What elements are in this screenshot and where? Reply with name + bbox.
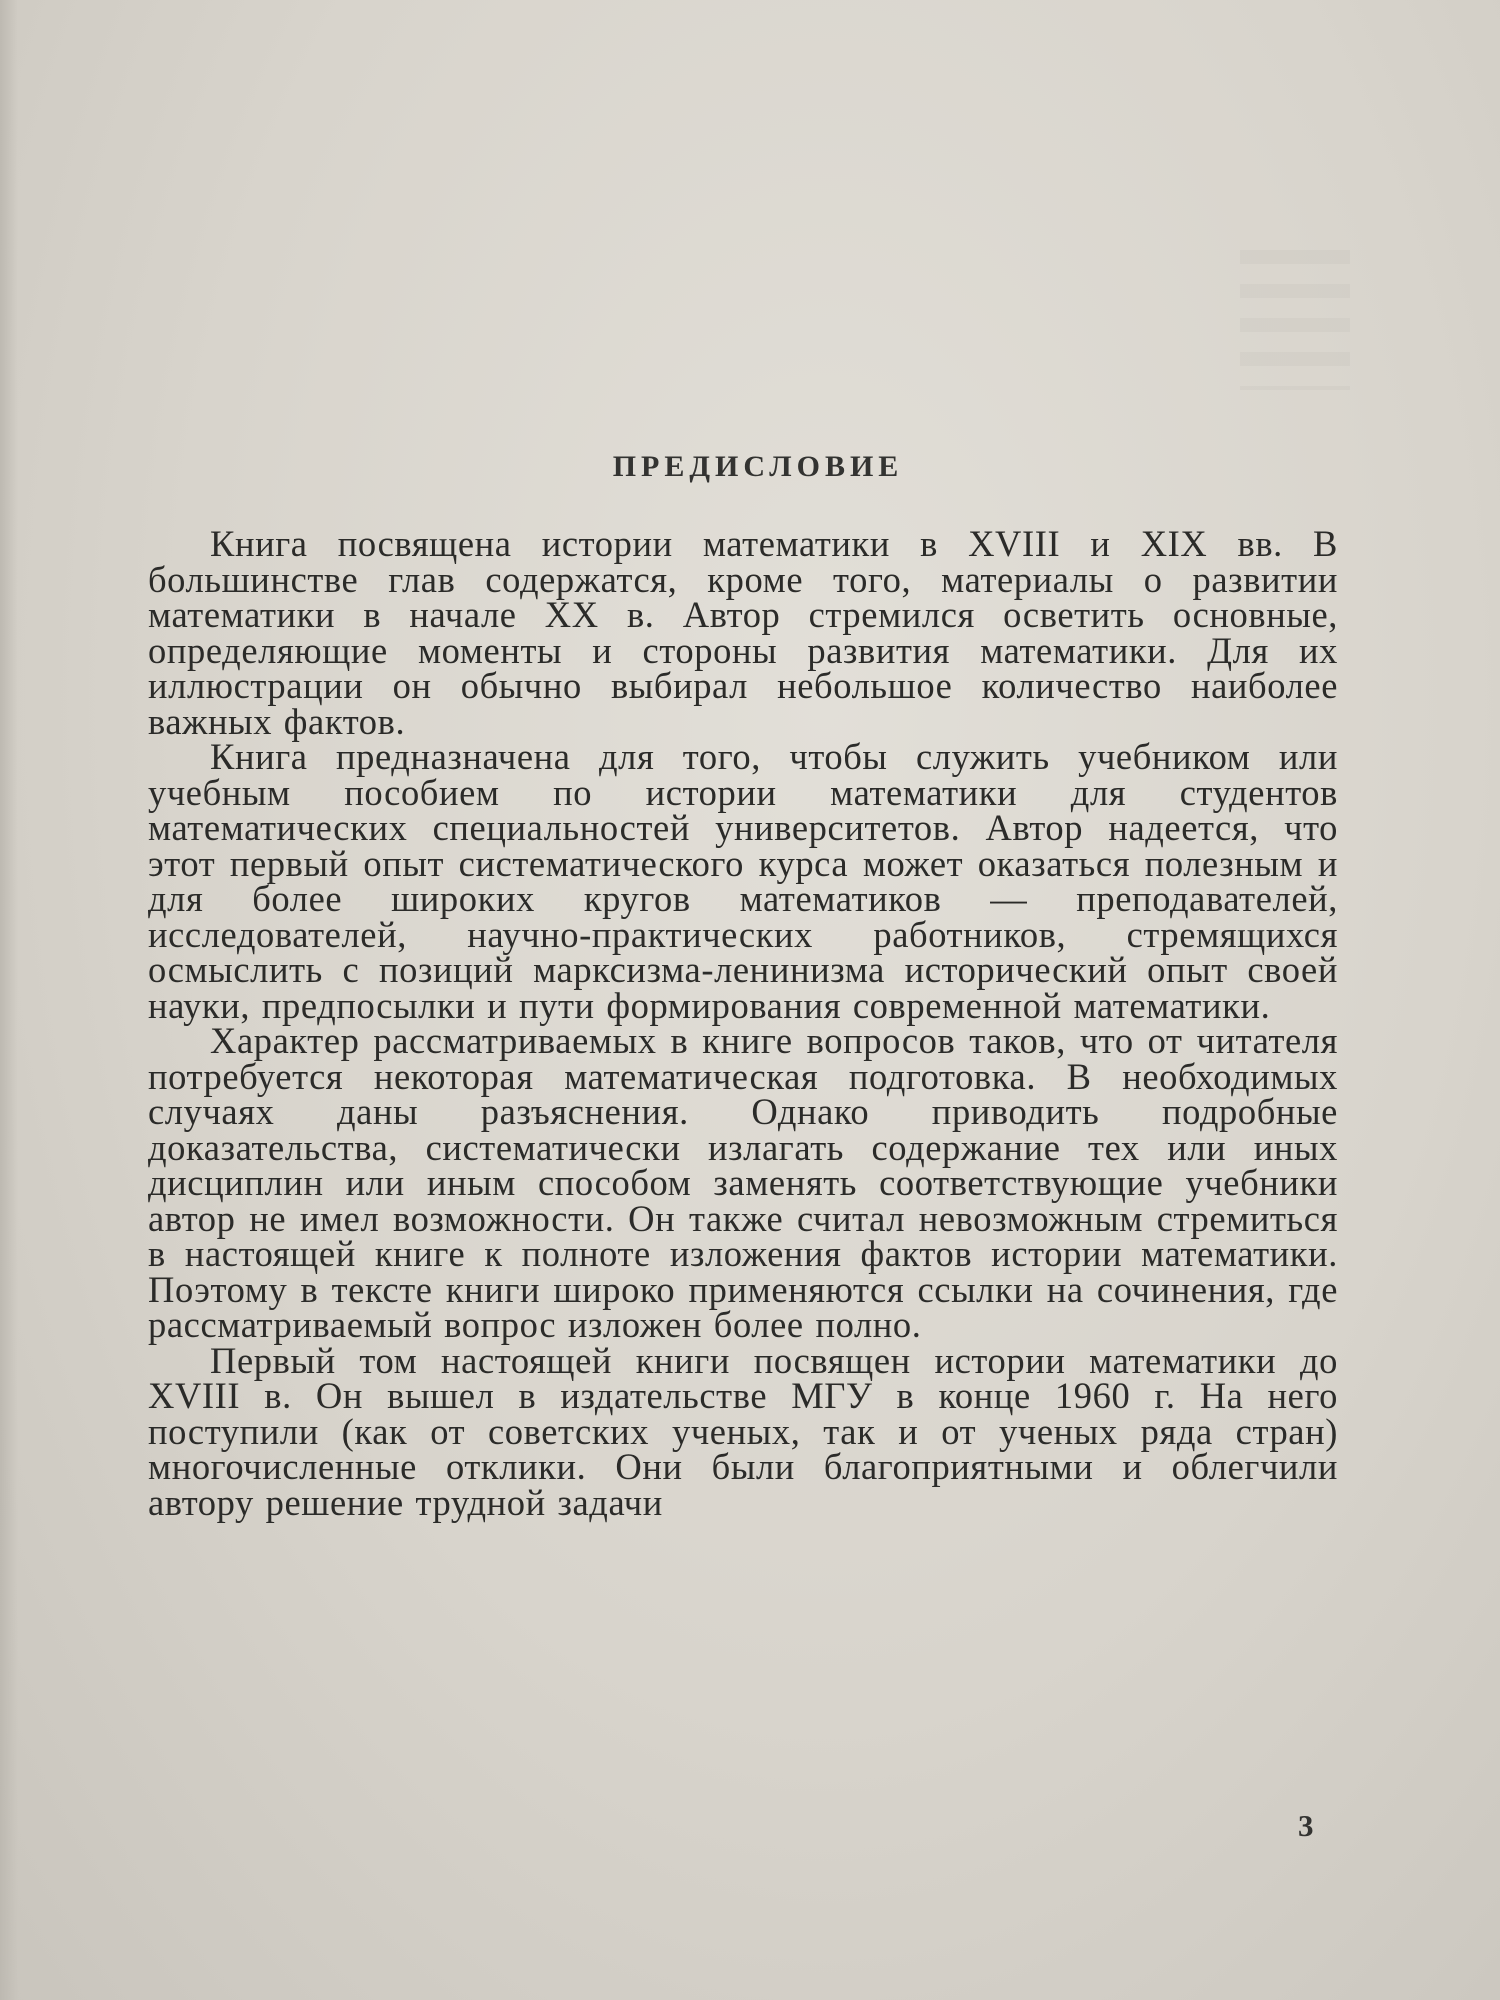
paragraph-4: Первый том настоящей книги посвящен истории математики до XVIII в. Он вышел в издательстве МГУ в конце 1960 г. На него поступили (как от советских ученых, так и от ученых ряда стран) многочисленные отклики. Они были благоприятными и облегчили автору решение трудной задачи — [148, 1339, 1338, 1523]
paragraph-1: Книга посвящена истории математики в XVIII и XIX вв. В большинстве глав содержатся, кроме того, материалы о развитии математики в начале XX в. Автор стремился осветить основные, определяющие моменты и стороны развития математики. Для их иллюстрации он обычно выбирал небольшое количество наиболее важных фактов. — [148, 523, 1338, 742]
page-number: 3 — [1298, 1808, 1314, 1843]
paragraph-2: Книга предназначена для того, чтобы служить учебником или учебным пособием по истории математики для студентов математических специальностей университетов. Автор надеется, что этот первый опыт систематического курса может оказаться полезным и для более широких кругов математиков — преподавателей, исследователей, научно-практических работников, стремящихся осмыслить с позиций марксизма-ленинизма исторический опыт своей науки, предпосылки и пути формирования современной математики. — [148, 736, 1338, 1026]
paragraph-3: Характер рассматриваемых в книге вопросов таков, что от читателя потребуется некоторая математическая подготовка. В необходимых случаях даны разъяснения. Однако приводить подробные доказательства, систематически излагать содержание тех или иных дисциплин или иным способом заменять соответствующие учебники автор не имел возможности. Он также считал невозможным стремиться в настоящей книге к полноте изложения фактов истории математики. Поэтому в тексте книги широко применяются ссылки на сочинения, где рассматриваемый вопрос изложен более полно. — [148, 1020, 1338, 1345]
bleed-through-texture — [1240, 250, 1350, 390]
page-title: ПРЕДИСЛОВИЕ — [612, 450, 904, 483]
text-column — [148, 450, 1338, 1523]
page-edge-shadow — [0, 0, 18, 2000]
